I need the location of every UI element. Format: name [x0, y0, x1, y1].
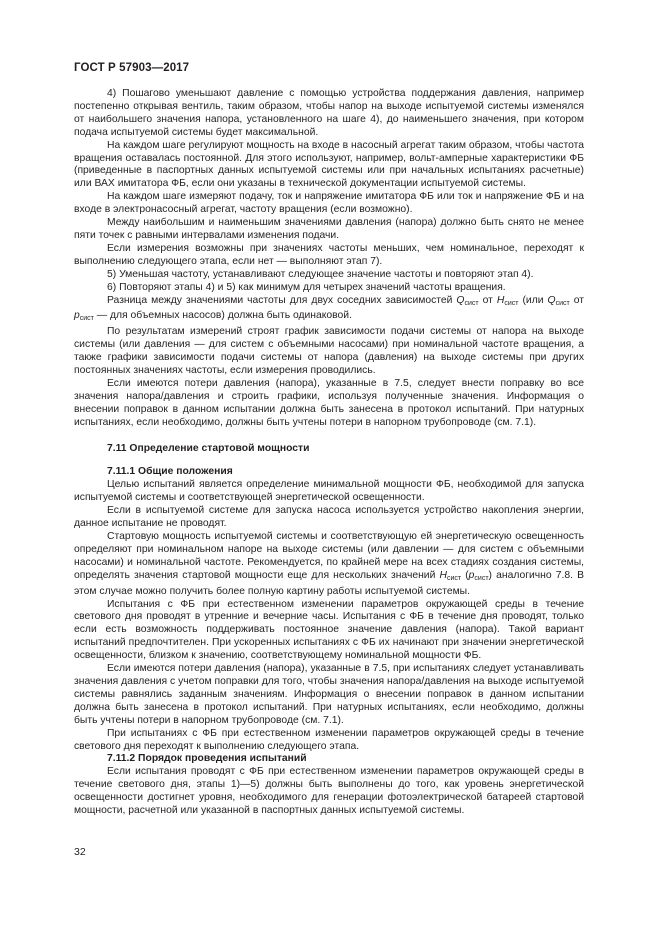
paragraph-purpose: Целью испытаний является определение минимальной мощности ФБ, необходимой для запуска испытуемой системы и соответствующей энергетической освещенности. — [74, 479, 584, 504]
section-title-7-11: 7.11 Определение стартовой мощности — [107, 442, 310, 454]
standard-header: ГОСТ Р 57903—2017 — [74, 62, 190, 74]
paragraph-proceed: При испытаниях с ФБ при естественном изменении параметров окружающей среды в течение светового дня переходят к выполнению следующего этапа. — [74, 727, 584, 752]
subsection-title-7-11-2: 7.11.2 Порядок проведения испытаний — [107, 753, 307, 765]
paragraph-graphs: По результатам измерений строят график зависимости подачи системы от напора на выходе системы (или давления — для систем с объемными насосами) при номинальной частоте вращения, а также графики зависимости подачи системы от напора (давления) на выходе системы при других постоянных значениях частоты, если измерения проводились. — [74, 326, 584, 377]
paragraph-points: Между наибольшим и наименьшим значениями давления (напора) должно быть снято не менее пяти точек с равными интервалами изменения подачи. — [74, 217, 584, 241]
paragraph-pressure-losses: Если имеются потери давления (напора), указанные в 7.5, следует внести поправку во все значения напора/давления и строить графики, используя полученные значения. Информация о внесении поправок в данном испытании должна быть занесена в протокол испытаний. При натурных испытаниях, если необходимо, должны быть учтены потери в напорном трубопроводе (см. 7.1). — [74, 377, 584, 428]
paragraph-natural-conditions: Испытания с ФБ при естественном изменении параметров окружающей среды в течение светового дня проводят в утренние и вечерние часы. Испытания с ФБ в течение дня проводят, только если есть возможность поддерживать постоянное значение давления (напора). Такой вариант испытаний предпочтителен. При ускоренных испытаниях с ФБ их начинают при значении энергетической освещенности, близком к значению, соответствующему номинальной мощности ФБ. — [74, 598, 584, 662]
paragraph-step-6: 6) Повторяют этапы 4) и 5) как минимум для четырех значений частоты вращения. — [107, 281, 506, 293]
paragraph-pressure-correction: Если имеются потери давления (напора), указанные в 7.5, при испытаниях следует устанавливать значения давления с учетом поправки для того, чтобы значения напора/давления на выходе испытуемой системы равнялись заданным значениям. Информация о внесении поправок в данном испытании должна быть занесена в протокол испытаний. При натурных испытаниях, если необходимо, должны быть учтены потери в напорном трубопроводе (см. 7.1). — [74, 663, 584, 726]
paragraph-storage-device: Если в испытуемой системе для запуска насоса используется устройство накопления энергии, данное испытание не проводят. — [74, 505, 584, 530]
paragraph-next-step: Если измерения возможны при значениях частоты меньших, чем номинальное, переходят к выполнению следующего этапа, если нет — выполняют этап 7). — [74, 242, 584, 267]
paragraph-starting-power: Стартовую мощность испытуемой системы и соответствующую ей энергетическую освещенность определяют при номинальном напоре на выходе системы (или давлении — для систем с объемными насосами) и номинальной частоте. Рекомендуется, по крайней мере на всех стадиях создания системы, определять значения стартовой мощности еще для нескольких значений Hсист (pсист) аналогично 7.8. В этом случае можно получить более полную картину работы испытуемой системы. — [74, 531, 584, 597]
paragraph-step-5: 5) Уменьшая частоту, устанавливают следующее значение частоты и повторяют этап 4). — [107, 268, 534, 280]
paragraph-frequency-difference: Разница между значениями частоты для двух соседних зависимостей Qсист от Hсист (или Qсист от pсист — для объемных насосов) должна быть одинаковой. — [74, 294, 584, 323]
subsection-title-7-11-1: 7.11.1 Общие положения — [107, 466, 233, 478]
body-text — [74, 88, 584, 818]
paragraph-power-regulation: На каждом шаге регулируют мощность на входе в насосный агрегат таким образом, чтобы частота вращения оставалась постоянной. Для этого используют, например, вольт-амперные характеристики ФБ (приведенные в паспортных данных испытуемой системы или при начальных испытаниях расчетные) или ВАХ имитатора ФБ, если они указаны в технической документации испытуемой системы. — [74, 139, 584, 190]
paragraph-measurements: На каждом шаге измеряют подачу, ток и напряжение имитатора ФБ или ток и напряжение ФБ и на входе в электронасосный агрегат, частоту вращения (если возможно). — [74, 191, 584, 216]
paragraph-step-4: 4) Пошагово уменьшают давление с помощью устройства поддержания давления, например постепенно открывая вентиль, таким образом, чтобы напор на выходе испытуемой системы изменялся от наибольшего значения напора, установленного на шаге 4), до наименьшего значения, при котором подача испытуемой системы будет максимальной. — [74, 88, 584, 138]
paragraph-procedure: Если испытания проводят с ФБ при естественном изменении параметров окружающей среды в течение светового дня, этапы 1)—5) должны быть выполнены до того, как уровень энергетической освещенности достигнет уровня, необходимого для генерации фотоэлектрической батареей стартовой мощности, расчетной или указанной в паспортных данных испытуемой системы. — [74, 766, 584, 817]
page-number: 32 — [74, 846, 86, 858]
